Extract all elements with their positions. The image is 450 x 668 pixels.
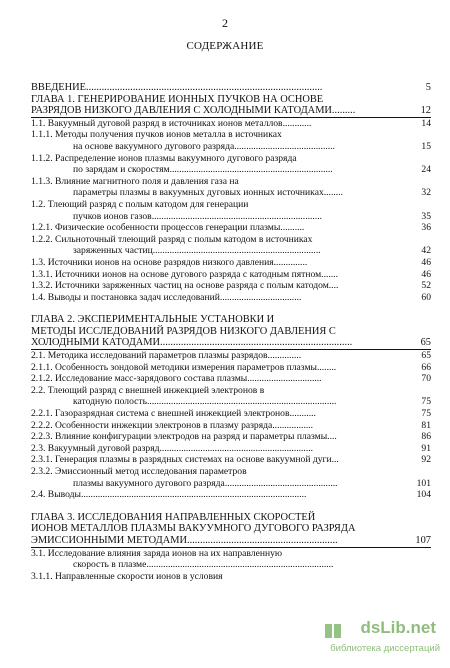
toc-entry-page: 107 (415, 534, 431, 546)
toc-entry-page: 75 (421, 396, 431, 408)
toc-entry (31, 523, 431, 535)
toc-entry (31, 164, 431, 176)
toc-entry-text: ХОЛОДНЫМИ КАТОДАМИ.......................................................................... (31, 337, 353, 349)
toc-entry (31, 105, 431, 118)
toc-entry-text: скорость в плазме.............................................................................. (73, 559, 334, 571)
page-number: 2 (222, 16, 228, 30)
toc-entry-page: 86 (421, 431, 431, 443)
toc-entry-page: 66 (421, 361, 431, 373)
toc-entry-text: МЕТОДЫ ИССЛЕДОВАНИЙ РАЗРЯДОВ НИЗКОГО ДАВЛЕНИЯ С (31, 325, 336, 337)
toc-entry (31, 408, 431, 420)
toc-entry-text: 2.3.2. Эмиссионный метод исследования параметров (31, 466, 247, 477)
toc-entry (31, 94, 431, 106)
toc-entry-text: ГЛАВА 3. ИССЛЕДОВАНИЯ НАПРАВЛЕННЫХ СКОРОСТЕЙ (31, 511, 316, 523)
toc-entry-text: параметры плазмы в вакуумных дуговых ионных источниках........ (73, 187, 343, 199)
toc-entry-page: 15 (421, 140, 431, 152)
toc-entry-text: РАЗРЯДОВ НИЗКОГО ДАВЛЕНИЯ С ХОЛОДНЫМИ КАТОДАМИ......... (31, 105, 356, 117)
toc-entry-text: ГЛАВА 1. ГЕНЕРИРОВАНИЕ ИОННЫХ ПУЧКОВ НА ОСНОВЕ (31, 93, 324, 105)
toc-entry-text: 1.2.1. Физические особенности процессов генерации плазмы.......... (31, 222, 305, 234)
toc-entry-text: 2.3.1. Генерация плазмы в разрядных системах на основе вакуумной дуги... (31, 454, 339, 466)
toc-entry-text: на основе вакуумного дугового разряда.......................................... (73, 140, 335, 152)
toc-entry (31, 454, 431, 466)
toc-entry (31, 478, 431, 490)
toc-entry-page: 91 (421, 442, 431, 454)
toc-entry-text: 1.3. Источники ионов на основе разрядов низкого давления.............. (31, 256, 308, 268)
toc-entry-page: 14 (421, 117, 431, 129)
toc-entry-text: ВВЕДЕНИЕ........................................................................................... (31, 82, 323, 93)
toc-entry (31, 362, 431, 374)
toc-entry (31, 234, 431, 246)
toc-entry (31, 373, 431, 385)
toc-entry-page: 75 (421, 408, 431, 420)
toc-entry-text: катодную полость............................................................................... (73, 396, 337, 408)
toc-entry-page: 5 (425, 82, 431, 93)
toc-entry-text: 2.2. Тлеющий разряд с внешней инжекцией электронов в (31, 384, 265, 396)
toc-entry (31, 199, 431, 211)
toc-heading: СОДЕРЖАНИЕ (186, 40, 264, 52)
toc-entry-page: 101 (416, 477, 431, 489)
toc-entry (31, 187, 431, 199)
toc-entry-text: 1.1.1. Методы получения пучков ионов металла в источниках (31, 129, 282, 141)
toc-entry-text: заряженных частиц...................................................................... (73, 245, 321, 257)
toc-entry-text: 1.3.2. Источники заряженных частиц на основе разряда с полым катодом.... (31, 280, 339, 292)
toc-entry (31, 326, 431, 338)
toc-entry-text: 1.4. Выводы и постановка задач исследований.................................. (31, 291, 302, 303)
toc-entry-text: 2.4. Выводы.............................................................................................. (31, 489, 307, 501)
toc-entry (31, 396, 431, 408)
toc-entry-text: 2.1.1. Особенность зондовой методики измерения параметров плазмы........ (31, 361, 337, 373)
toc-entry-text: ЭМИССИОННЫМИ МЕТОДАМИ.......................................................... (31, 534, 338, 546)
toc-entry-page: 65 (420, 337, 431, 349)
toc-entry-text: 2.3. Вакуумный дуговой разряд................................................................ (31, 442, 314, 454)
toc-entry (31, 548, 431, 560)
toc-entry (31, 350, 431, 362)
toc-entry-text: по зарядам и скоростям.................................................................... (73, 164, 333, 176)
toc-entry-text: пучков ионов газов....................................................................... (73, 210, 322, 222)
toc-entry-page: 92 (421, 454, 431, 466)
toc-entry (31, 118, 431, 130)
watermark-subtitle: библиотека диссертаций (330, 643, 440, 654)
toc-entry-text: 2.1. Методика исследований параметров плазмы разрядов.............. (31, 350, 302, 362)
toc-entry (31, 141, 431, 153)
toc-entry-text: 1.1.2. Распределение ионов плазмы вакуумного дугового разряда (31, 152, 297, 164)
toc-entry-page: 52 (421, 280, 431, 292)
toc-entry (31, 466, 431, 478)
toc-entry-text: плазмы вакуумного дугового разряда............................................... (73, 477, 338, 489)
toc-entry (31, 222, 431, 234)
toc-entry (31, 559, 431, 571)
toc-entry-text: 3.1. Исследование влияния заряда ионов на их направленную (31, 547, 283, 559)
toc-entry (31, 489, 431, 501)
toc-entry (31, 257, 431, 269)
toc-entry (31, 420, 431, 432)
toc-entry (31, 269, 431, 281)
table-of-contents (31, 82, 431, 582)
toc-entry-text: 2.2.2. Особенности инжекции электронов в плазму разряда................. (31, 419, 314, 431)
toc-entry-page: 46 (421, 256, 431, 268)
toc-entry (31, 337, 431, 350)
book-logo-icon (322, 620, 344, 642)
toc-entry (31, 129, 431, 141)
toc-entry-page: 12 (420, 105, 431, 117)
toc-entry-text: 1.1.3. Влияние магнитного поля и давления газа на (31, 175, 239, 187)
toc-entry (31, 512, 431, 524)
toc-entry-page: 70 (421, 373, 431, 385)
toc-entry (31, 280, 431, 292)
toc-entry (31, 571, 431, 583)
toc-entry-page: 46 (421, 268, 431, 280)
toc-entry (31, 431, 431, 443)
toc-entry (31, 535, 431, 548)
toc-entry (31, 176, 431, 188)
toc-entry (31, 82, 431, 94)
toc-entry-page: 24 (421, 164, 431, 176)
toc-entry-text: 1.2. Тлеющий разряд с полым катодом для генерации (31, 198, 249, 210)
toc-entry-text: ИОНОВ МЕТАЛЛОВ ПЛАЗМЫ ВАКУУМНОГО ДУГОВОГО РАЗРЯДА (31, 523, 356, 535)
toc-entry (31, 385, 431, 397)
toc-entry-text: 2.2.1. Газоразрядная система с внешней инжекцией электронов........... (31, 408, 316, 420)
toc-entry-page: 42 (421, 245, 431, 257)
watermark (322, 618, 440, 662)
toc-entry (31, 443, 431, 455)
section-gap (31, 501, 431, 512)
toc-entry-page: 36 (421, 222, 431, 234)
toc-entry-page: 81 (421, 419, 431, 431)
toc-entry (31, 245, 431, 257)
toc-entry-page: 35 (421, 210, 431, 222)
toc-entry (31, 314, 431, 326)
toc-entry-page: 104 (416, 489, 431, 501)
toc-entry-text: 3.1.1. Направленные скорости ионов в условия (31, 570, 223, 582)
toc-entry (31, 153, 431, 165)
toc-entry-text: ГЛАВА 2. ЭКСПЕРИМЕНТАЛЬНЫЕ УСТАНОВКИ И (31, 314, 275, 326)
toc-entry-text: 2.1.2. Исследование масс-зарядового состава плазмы............................... (31, 373, 322, 385)
watermark-logo-text: dsLib.net (360, 618, 436, 637)
toc-entry (31, 292, 431, 304)
toc-entry-page: 65 (421, 350, 431, 362)
toc-entry-page: 60 (421, 291, 431, 303)
toc-entry (31, 211, 431, 223)
toc-entry-text: 2.2.3. Влияние конфигурации электродов на разряд и параметры плазмы.... (31, 431, 337, 443)
section-gap (31, 303, 431, 314)
toc-entry-text: 1.3.1. Источники ионов на основе дугового разряда с катодным пятном....... (31, 268, 338, 280)
toc-entry-text: 1.2.2. Сильноточный тлеющий разряд с полым катодом в источниках (31, 233, 313, 245)
toc-entry-page: 32 (421, 187, 431, 199)
toc-entry-text: 1.1. Вакуумный дуговой разряд в источниках ионов металлов............ (31, 117, 312, 129)
